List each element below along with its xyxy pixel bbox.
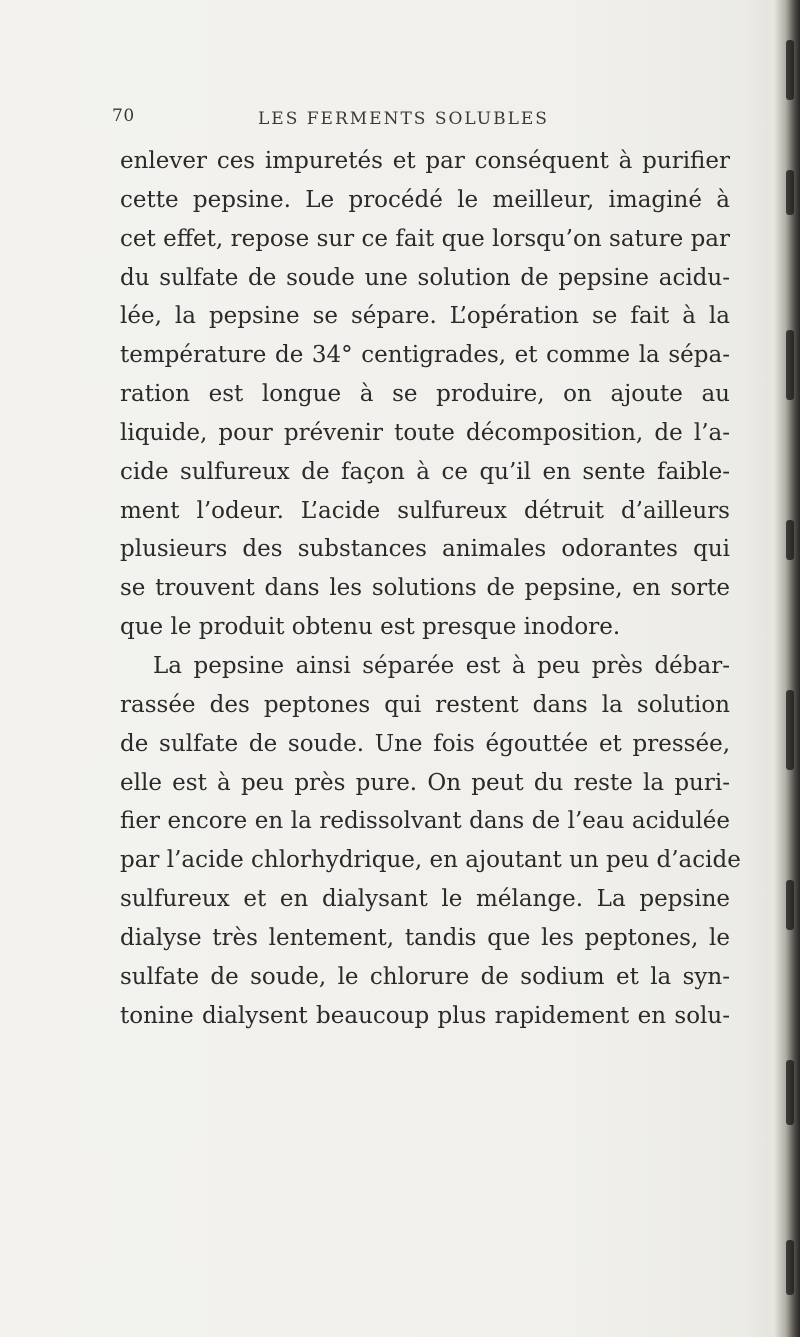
edge-mark xyxy=(786,1240,794,1295)
text-line: liquide, pour prévenir toute décomposition, de l’a- xyxy=(120,419,730,446)
edge-mark xyxy=(786,880,794,930)
running-head: LES FERMENTS SOLUBLES xyxy=(258,109,549,129)
text-line: ration est longue à se produire, on ajoute au xyxy=(120,381,730,408)
text-line: par l’acide chlorhydrique, en ajoutant un peu d’acide xyxy=(120,847,741,874)
text-line: fier encore en la redissolvant dans de l’eau acidulée xyxy=(120,808,730,835)
edge-mark xyxy=(786,170,794,215)
paragraph-end-line: que le produit obtenu est presque inodore. xyxy=(120,614,621,641)
text-line: plusieurs des substances animales odorantes qui xyxy=(120,536,730,563)
text-line: cet effet, repose sur ce fait que lorsqu’on sature par xyxy=(120,225,730,252)
text-line: cette pepsine. Le procédé le meilleur, imaginé à xyxy=(120,186,730,213)
text-line: température de 34° centigrades, et comme la sépa- xyxy=(120,342,730,369)
text-line: sulfureux et en dialysant le mélange. La pepsine xyxy=(120,886,730,913)
page-number: 70 xyxy=(112,106,135,126)
text-line: sulfate de soude, le chlorure de sodium et la syn- xyxy=(120,963,730,990)
text-line: elle est à peu près pure. On peut du reste la puri- xyxy=(120,769,730,796)
edge-mark xyxy=(786,690,794,770)
text-line: cide sulfureux de façon à ce qu’il en sente faible- xyxy=(120,458,730,485)
text-line: lée, la pepsine se sépare. L’opération se fait à la xyxy=(120,303,730,330)
text-line: dialyse très lentement, tandis que les peptones, le xyxy=(120,924,730,951)
text-line: de sulfate de soude. Une fois égouttée et pressée, xyxy=(120,730,730,757)
paragraph-first-line: La pepsine ainsi séparée est à peu près débar- xyxy=(153,652,730,679)
text-line: du sulfate de soude une solution de pepsine acidu- xyxy=(120,264,730,291)
edge-mark xyxy=(786,520,794,560)
edge-mark xyxy=(786,40,794,100)
edge-mark xyxy=(786,1060,794,1125)
text-line: tonine dialysent beaucoup plus rapidement en solu- xyxy=(120,1002,730,1029)
text-line: rassée des peptones qui restent dans la solution xyxy=(120,691,730,718)
body-text xyxy=(120,142,741,1035)
edge-mark xyxy=(786,330,794,400)
text-line: enlever ces impuretés et par conséquent à purifier xyxy=(120,148,730,174)
text-line: ment l’odeur. L’acide sulfureux détruit d’ailleurs xyxy=(120,497,730,524)
text-line: se trouvent dans les solutions de pepsine, en sorte xyxy=(120,575,730,602)
